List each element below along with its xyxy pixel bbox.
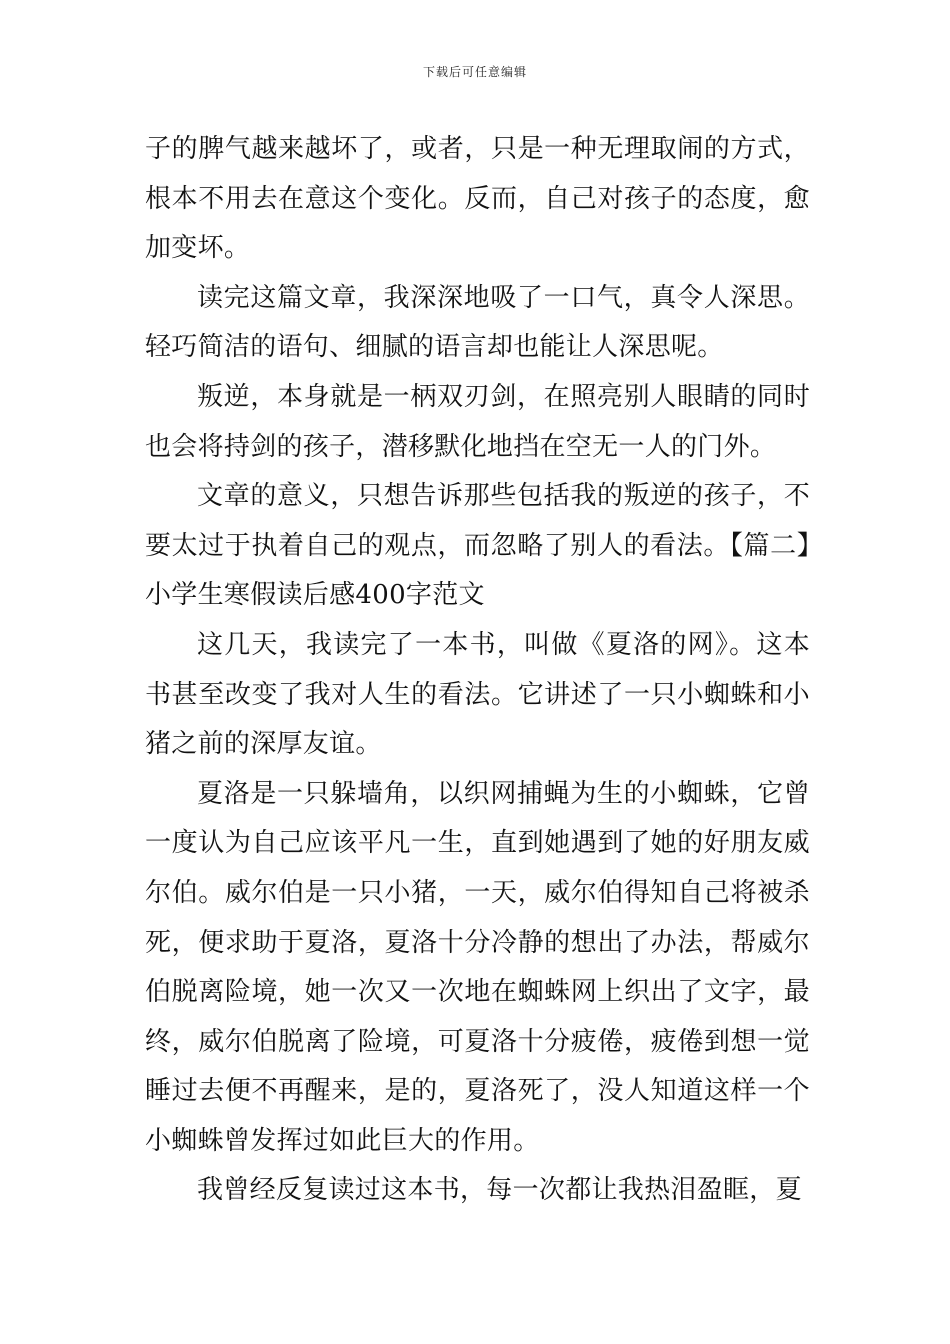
paragraph: 夏洛是一只躲墙角，以织网捕蝇为生的小蜘蛛，它曾一度认为自己应该平凡一生，直到她遇到了她的好朋友威尔伯。威尔伯是一只小猪，一天，威尔伯得知自己将被杀死，便求助于夏洛，夏洛十分冷静的想出了办法，帮威尔伯脱离险境，她一次又一次地在蜘蛛网上织出了文字，最终，威尔伯脱离了险境，可夏洛十分疲倦，疲倦到想一觉睡过去便不再醒来，是的，夏洛死了，没人知道这样一个小蜘蛛曾发挥过如此巨大的作用。 [145, 778, 810, 1156]
paragraph: 叛逆，本身就是一柄双刃剑，在照亮别人眼睛的同时也会将持剑的孩子，潜移默化地挡在空无一人的门外。 [145, 381, 810, 462]
paragraph: 这几天，我读完了一本书，叫做《夏洛的网》。这本书甚至改变了我对人生的看法。它讲述了一只小蜘蛛和小猪之前的深厚友谊。 [145, 629, 810, 760]
paragraph: 我曾经反复读过这本书，每一次都让我热泪盈眶，夏 [197, 1175, 802, 1206]
body-text [145, 125, 810, 1216]
page-header: 下载后可任意编辑 [422, 65, 527, 79]
paragraph: 读完这篇文章，我深深地吸了一口气，真令人深思。轻巧简洁的语句、细腻的语言却也能让人深思呢。 [145, 282, 810, 363]
paragraph: 文章的意义，只想告诉那些包括我的叛逆的孩子，不要太过于执着自己的观点，而忽略了别人的看法。【篇二】小学生寒假读后感400字范文 [145, 481, 810, 611]
paragraph: 子的脾气越来越坏了，或者，只是一种无理取闹的方式，根本不用去在意这个变化。反而，自己对孩子的态度，愈加变坏。 [145, 134, 810, 264]
